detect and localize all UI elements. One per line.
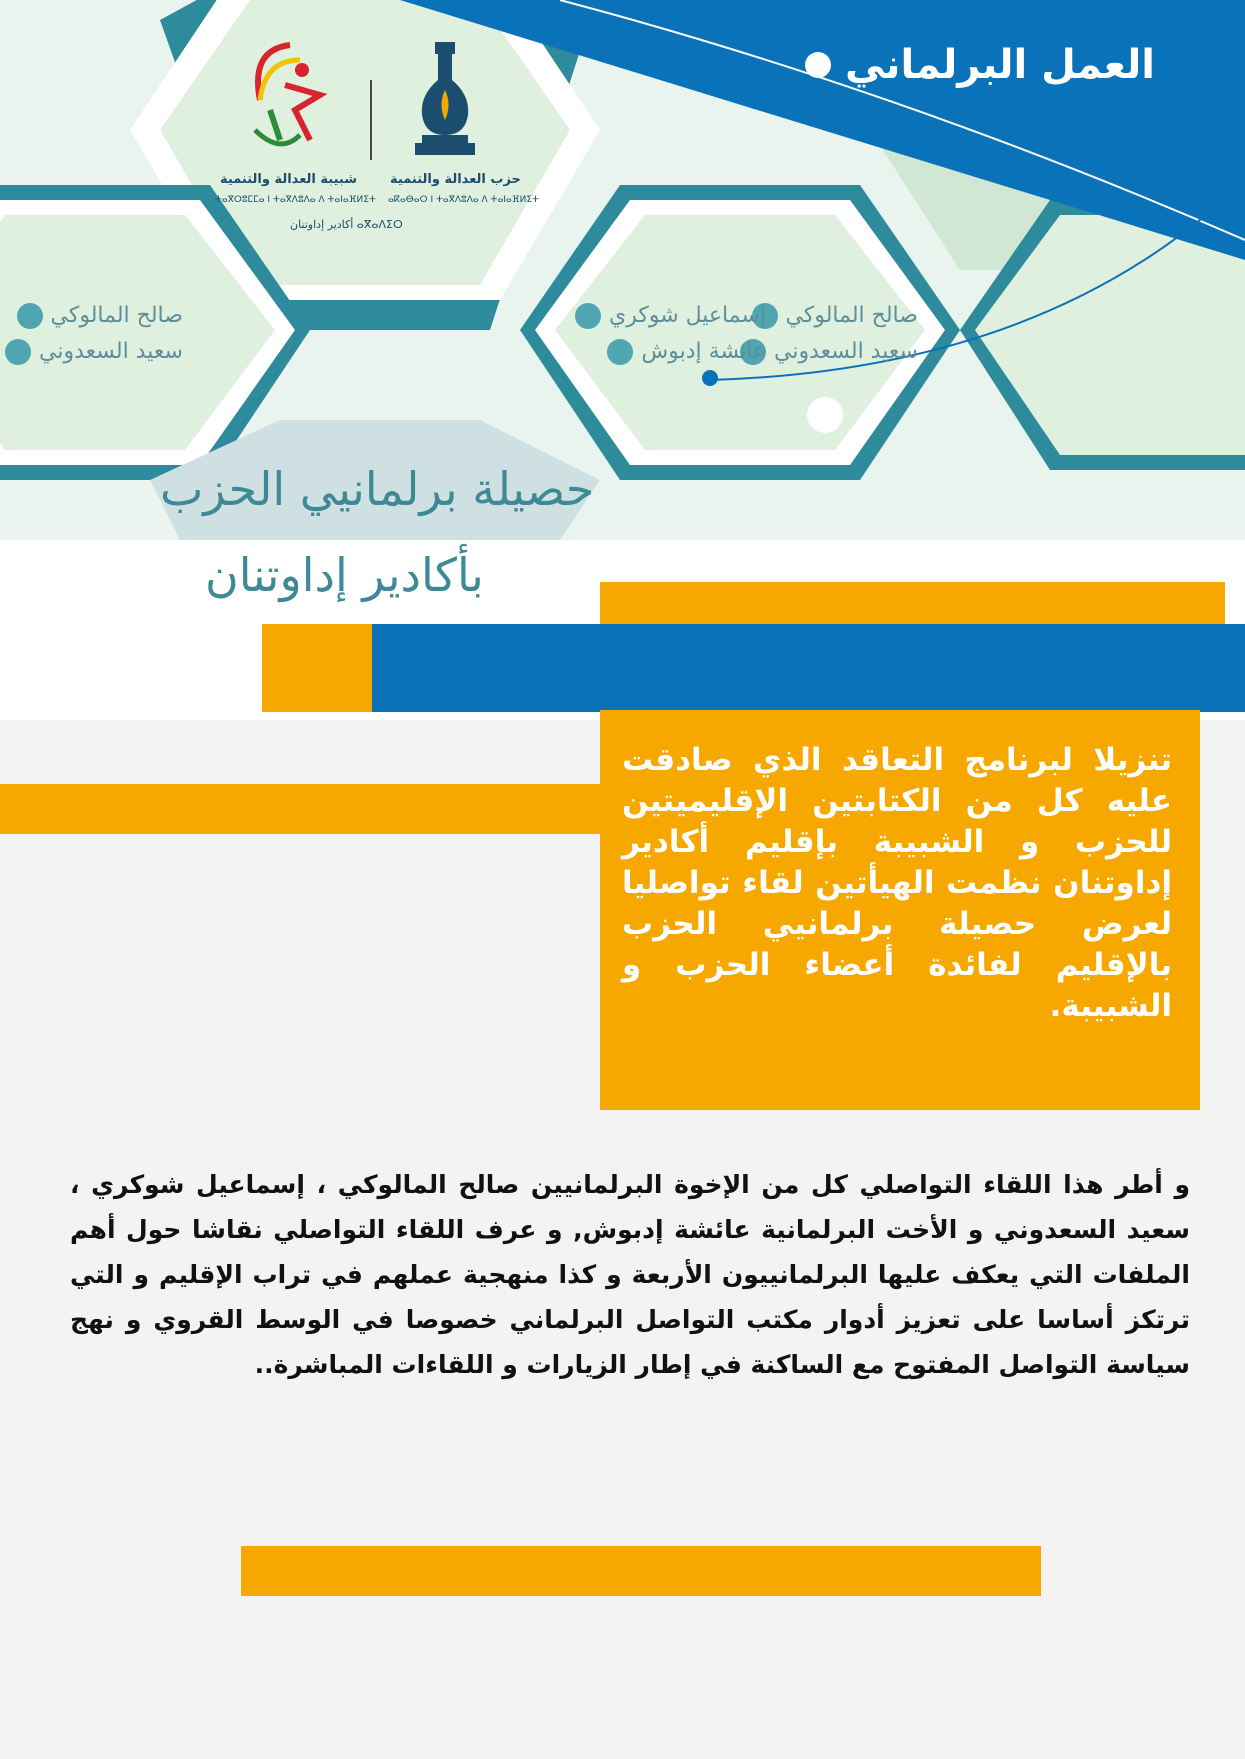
name-label: عائشة إدبوش (641, 339, 767, 364)
names-left (5, 298, 183, 370)
section-label-text: العمل البرلماني (844, 42, 1155, 88)
youth-name: شبيبة العدالة والتنمية (220, 172, 357, 187)
banner-title-line1: حصيلة برلمانيي الحزب (160, 462, 595, 516)
bullet-icon (5, 339, 31, 365)
location-caption: أكادير إداوتنان ⴰⴳⴰⴷⵉⵔ (290, 218, 403, 231)
bullet-icon (17, 303, 43, 329)
banner-title-line2: بأكادير إداوتنان (205, 548, 484, 602)
orange-bar-bottom (241, 1546, 1041, 1596)
names-right-a (740, 298, 918, 370)
names-right-b (575, 298, 766, 370)
party-lamp-icon (410, 40, 480, 165)
youth-subtitle: ⵜⴰⴳⵔⵓⵎⵎⴰ ⵏ ⵜⴰⴳⴷⵓⴷⴰ ⴷ ⵜⴰⵏⴰⴼⵍⵉⵜ (215, 195, 376, 205)
party-subtitle: ⴰⴽⴰⴱⴰⵔ ⵏ ⵜⴰⴳⴷⵓⴷⴰ ⴷ ⵜⴰⵏⴰⴼⵍⵉⵜ (388, 195, 539, 205)
name-row (5, 298, 183, 334)
name-row (575, 334, 766, 370)
section-label (805, 42, 1155, 88)
name-row (575, 298, 766, 334)
orange-bar-top (600, 582, 1225, 624)
youth-logo-icon (240, 40, 330, 160)
blue-bar (372, 624, 1245, 712)
logos (215, 40, 539, 240)
orange-block-left (262, 624, 372, 712)
bullet-icon (607, 339, 633, 365)
name-label: صالح المالوكي (785, 303, 918, 328)
name-label: سعيد السعدوني (39, 339, 183, 364)
bullet-dot-icon (805, 52, 831, 78)
name-row (740, 334, 918, 370)
name-label: صالح المالوكي (50, 303, 183, 328)
name-row (5, 334, 183, 370)
logo-divider (370, 80, 372, 160)
name-label: إسماعيل شوكري (609, 303, 767, 328)
name-row (740, 298, 918, 334)
intro-text: تنزيلا لبرنامج التعاقد الذي صادقت عليه كل من الكتابتين الإقليميتين للحزب و الشبيبة بإقليم أكادير إداوتنان نظمت الهيأتين لقاء تواصليا لعرض حصيلة برلمانيي الحزب بالإقليم لفائدة أعضاء الحزب و الشبيبة. (622, 742, 1172, 1024)
bullet-icon (575, 303, 601, 329)
intro-box (600, 710, 1200, 1110)
party-name: حزب العدالة والتنمية (390, 172, 521, 187)
body-paragraph: و أطر هذا اللقاء التواصلي كل من الإخوة البرلمانيين صالح المالوكي ، إسماعيل شوكري ، سعيد السعدوني و الأخت البرلمانية عائشة إدبوش, و عرف اللقاء التواصلي نقاشا حول أهم الملفات التي يعكف عليها البرلمانييون الأربعة و كذا منهجية عملهم في تراب الإقليم و التي ترتكز أساسا على تعزيز أدوار مكتب التواصل البرلماني خصوصا في الوسط القروي و نهج سياسة التواصل المفتوح مع الساكنة في إطار الزيارات و اللقاءات المباشرة.. (70, 1170, 1190, 1379)
name-label: سعيد السعدوني (774, 339, 918, 364)
orange-stripe-left (0, 784, 600, 834)
